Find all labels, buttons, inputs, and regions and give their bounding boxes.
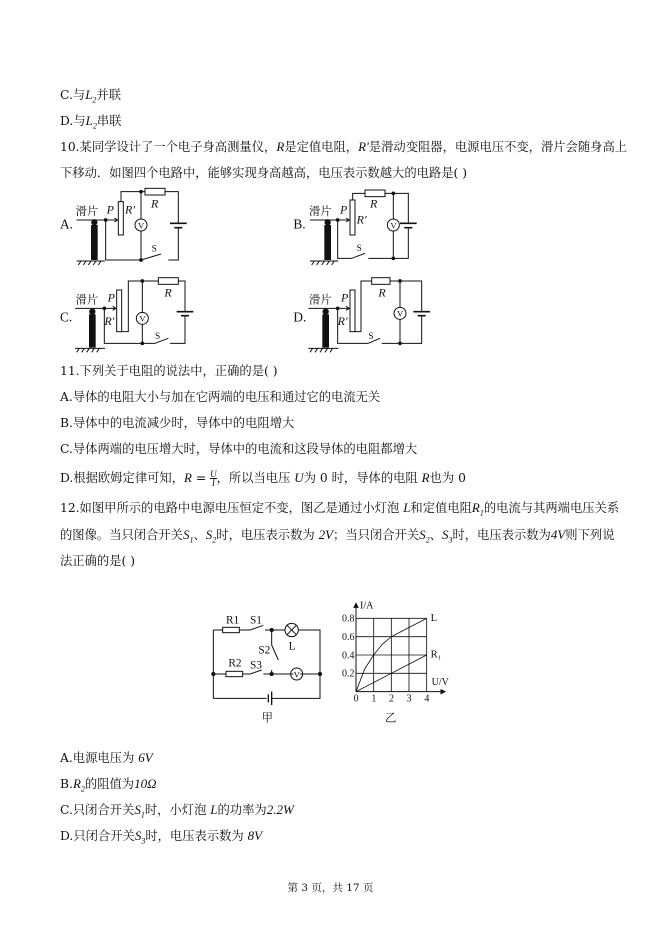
math-sub: 2 [212,535,217,545]
text: D.根据欧姆定律可知， [60,471,185,485]
r-label: R [151,196,159,211]
text: 时，小灯泡 [144,803,211,817]
slider-label: 滑片 [75,292,99,307]
math-R: R [276,139,285,154]
math-sub: 3 [141,836,146,846]
math-R-prime: R' [358,139,369,154]
text: 时，电压表示数为 [452,528,551,542]
series-label-l: L [430,613,438,624]
question-11-stem: 11.下列关于电阻的说法中，正确的是( ) [60,364,278,378]
math-var: S [182,527,190,542]
math-var: S [134,828,142,843]
math-U: U [294,470,304,485]
option-12a [60,750,153,766]
y-axis [354,603,358,691]
battery-icon [177,312,194,316]
option-label: C. [60,309,73,325]
person-icon [91,220,98,260]
x-tick-label: 1 [371,693,377,705]
text: 的电流与其两端电压关系 [483,501,620,515]
circuit-option-b [293,190,416,265]
voltmeter-label: V [390,220,397,231]
math-R: R [184,470,192,485]
math-sub: 3 [448,535,453,545]
text: C.只闭合开关 [60,803,135,817]
caption-yi: 乙 [385,710,397,725]
question-12-line2 [60,527,615,549]
ground-icon [77,261,105,265]
option-text: D.与 [60,114,86,128]
option-text: 串联 [96,114,122,128]
rprime-label: R' [356,212,367,227]
x-axis [356,690,445,694]
option-label: B. [293,216,306,232]
ground-icon [310,261,338,265]
math-value: 10Ω [134,776,157,791]
lamp-label: L [288,640,296,653]
s3-label: S3 [250,659,262,672]
math-value: 8V [247,828,263,843]
math-value: 6V [138,750,153,765]
x-tick-label: 2 [389,693,394,705]
option-12d [60,828,262,850]
math-S2 [419,527,430,545]
math-sub: 1 [140,810,145,820]
math-S3 [134,828,146,846]
y-tick-label: 0.6 [342,632,355,643]
numerator: U [210,469,217,479]
math-R1 [471,500,484,518]
option-12c [60,802,294,824]
voltmeter-label: V [397,308,404,319]
math-var: S [419,527,426,542]
math-var: R [471,500,480,515]
math-var: R [72,776,81,791]
math-value: 2.2W [266,802,294,817]
resistor [145,188,165,195]
x-tick-label: 4 [424,693,430,705]
r-label: R [164,285,172,300]
graph-yi [342,600,450,724]
voltmeter-label: V [293,669,300,680]
text: D.只闭合开关 [60,829,135,843]
math-sub: 2 [80,784,85,794]
option-9c [60,87,121,109]
question-12-line1 [60,500,619,522]
text: ；当只闭合开关 [333,528,420,542]
rprime-label: R' [337,314,348,328]
rprime-label: R' [104,314,115,328]
person-icon [89,309,96,348]
text: 和定值电阻 [410,501,472,515]
text: 时，电压表示数为 [216,528,319,542]
rheostat [118,202,123,235]
x-tick-label: 0 [353,693,359,705]
s2-label: S2 [258,644,271,657]
text: 为 0 时，导体的电阻 [303,471,422,485]
option-12b [60,776,157,798]
denominator: I [211,478,215,488]
slider-label: 滑片 [309,204,332,218]
lamp-cross [287,625,296,634]
option-11c: C.导体两端的电压增大时，导体中的电流和这段导体的电阻都增大 [60,442,418,456]
s-label: S [356,244,362,254]
rprime-label: R' [125,202,135,217]
text: 、 [429,528,442,542]
option-label: D. [293,309,307,325]
math-sub: 2 [92,95,97,105]
r-label: R [378,285,386,300]
math-S1 [134,802,145,820]
math-value: 2V [318,527,334,542]
s-label: S [155,332,161,342]
slider-label: 滑片 [75,204,99,218]
math-var: L [85,113,93,128]
math-L2 [85,87,97,105]
math-S1 [182,527,194,545]
q10-circuit-figures [55,185,435,360]
option-11a: A.导体的电阻大小与加在它两端的电压和通过它的电流无关 [60,390,381,404]
text: 的图像。当只闭合开关 [60,528,183,542]
text: 是定值电阻， [284,140,359,154]
text: 时，电压表示数为 [145,829,248,843]
option-11d [60,470,466,487]
math-L: L [210,802,218,817]
math-S2 [205,527,217,545]
caption-jia: 甲 [261,710,274,725]
p-label: P [341,290,349,305]
math-eq: = [191,471,211,485]
math-var: S [441,527,449,542]
text: ，所以当电压 [216,471,295,485]
p-label: P [107,290,116,305]
voltmeter-label: V [139,313,146,324]
option-label: A. [60,216,73,232]
battery-icon [268,692,271,705]
text: 则下列说 [565,528,615,542]
text: 12.如图甲所示的电路中电源电压恒定不变，图乙是通过小灯泡 [60,501,404,515]
math-R: R [421,470,430,485]
r1-label: R1 [226,614,240,627]
s-label: S [151,244,157,255]
option-11b: B.导体中的电流减少时，导体中的电阻增大 [60,416,295,430]
y-tick-label: 0.2 [342,668,355,680]
ground-icon [308,348,338,352]
ground-icon [75,348,105,352]
text: 的功率为 [217,803,267,817]
option-9d [60,113,121,135]
circuit-jia [212,614,322,724]
y-tick-label: 0.8 [342,613,355,625]
math-R2 [72,776,85,794]
battery-icon [413,312,430,316]
circuit-option-a [60,188,187,265]
p-label: P [340,202,348,217]
p-label: P [106,202,115,217]
math-var: S [205,527,213,542]
person-icon [322,309,329,348]
math-var: L [85,87,93,102]
math-sub: 2 [425,535,430,545]
question-10-line2: 下移动．如图四个电路中，能够实现身高越高，电压表示数越大的电路是( ) [60,166,468,180]
text: 10.某同学设计了一个电子身高测量仪， [60,140,277,154]
math-var: S [134,802,141,817]
text: 、 [193,528,206,542]
math-value: 4V [550,527,566,542]
option-text: C.与 [60,88,86,102]
math-L2 [85,113,97,131]
math-sub: 1 [479,508,484,518]
person-icon [324,220,331,260]
x-tick-label: 3 [406,693,412,705]
math-S3 [441,527,453,545]
slider-label: 滑片 [309,292,332,307]
option-text: 并联 [96,88,122,102]
s1-label: S1 [250,614,262,627]
text: A.电源电压为 [60,751,139,765]
resistor-r2 [226,671,243,676]
resistor-r1 [223,627,240,632]
circuit-option-d [293,278,430,353]
x-axis-label: U/V [431,677,449,688]
circuit-option-c [60,278,193,353]
text: 是滑动变阻器，电源电压不变，滑片会随身高上 [368,140,628,154]
math-sub: 1 [189,535,194,545]
math-L: L [403,500,411,515]
series-label-r1: R1 [430,649,442,662]
text: 的阻值为 [84,777,135,791]
battery-icon [400,223,417,227]
r2-label: R2 [228,657,242,670]
text: B. [60,777,73,791]
s-label: S [368,332,374,342]
voltmeter-label: V [138,220,145,231]
question-10-line1 [60,139,627,155]
r-label: R [370,196,378,211]
page-footer: 第 3 页，共 17 页 [287,882,374,894]
text: 也为 0 [429,471,466,485]
y-tick-label: 0.4 [342,650,355,662]
y-axis-label: I/A [360,600,374,612]
question-12-line3: 法正确的是( ) [60,554,135,568]
math-sub: 2 [92,121,97,131]
q12-figure [200,590,460,730]
battery-icon [170,223,187,227]
